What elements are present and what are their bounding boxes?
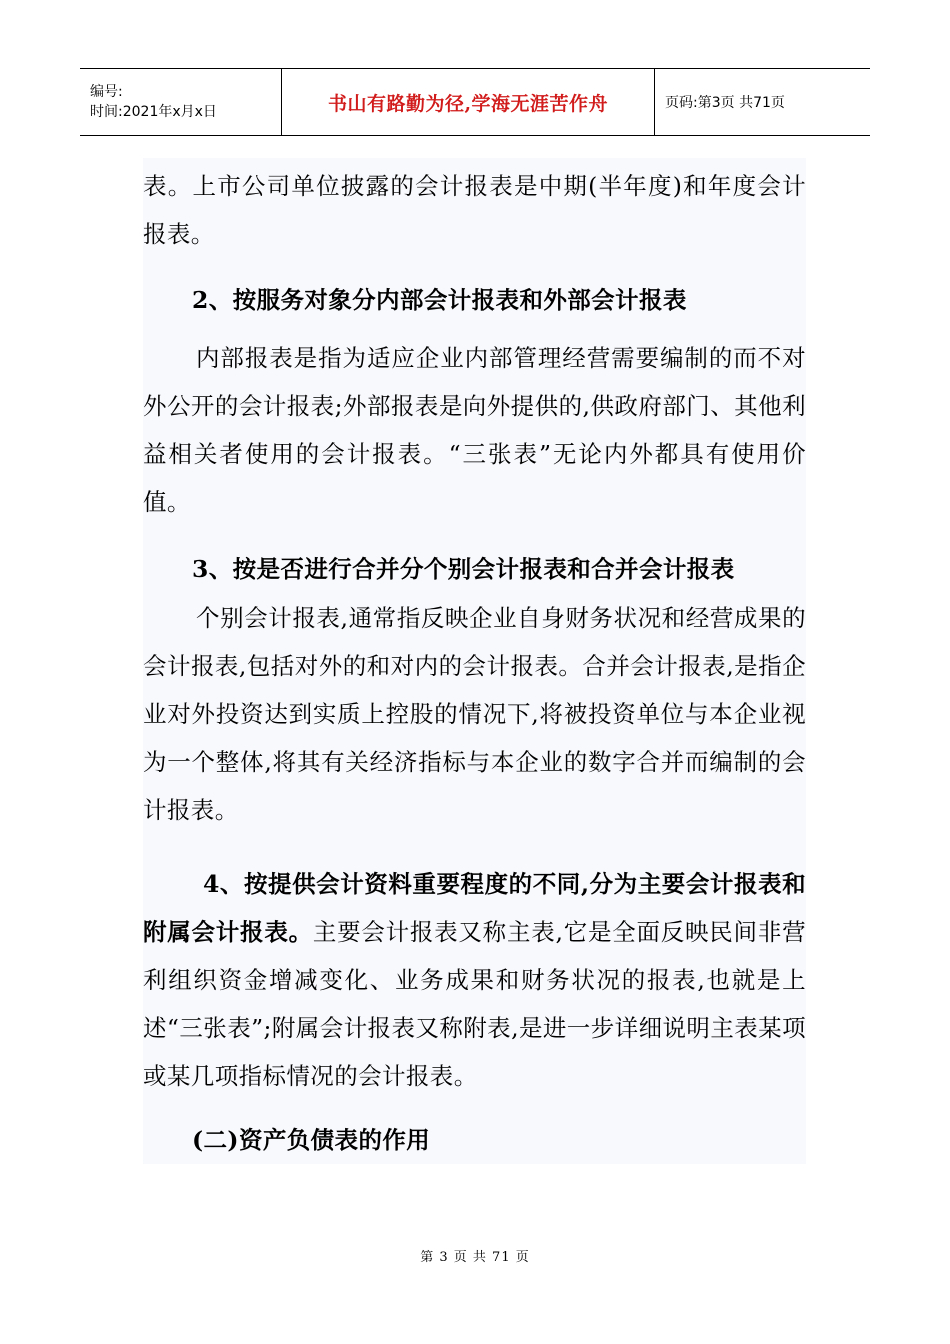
paragraph-main-attached — [143, 860, 806, 1100]
header-page-info — [655, 69, 870, 135]
motto-text: 书山有路勤为径,学海无涯苦作舟 — [327, 92, 609, 115]
section-heading-4: 4、按提供会计资料重要程度的不同,分为主要会计报表和附属会计报表。 — [143, 870, 806, 946]
header-meta — [80, 69, 282, 135]
section-heading-2: 2、按服务对象分内部会计报表和外部会计报表 — [192, 286, 687, 314]
paragraph-internal-external: 内部报表是指为适应企业内部管理经营需要编制的而不对外公开的会计报表;外部报表是向外提供的,供政府部门、其他利益相关者使用的会计报表。“三张表”无论内外都具有使用价值。 — [143, 344, 806, 516]
page-header — [80, 68, 870, 136]
document-number-label: 编号: — [90, 84, 123, 100]
document-body — [143, 158, 806, 1164]
section-heading-3: 3、按是否进行合并分个别会计报表和合并会计报表 — [192, 555, 735, 583]
page-info-text: 页码:第3页 共71页 — [665, 95, 785, 111]
paragraph-continuation: 表。上市公司单位披露的会计报表是中期(半年度)和年度会计报表。 — [143, 172, 806, 248]
footer-page-number: 第 3 页 共 71 页 — [420, 1250, 530, 1265]
header-motto — [282, 69, 655, 135]
paragraph-consolidated: 个别会计报表,通常指反映企业自身财务状况和经营成果的会计报表,包括对外的和对内的会计报表。合并会计报表,是指企业对外投资达到实质上控股的情况下,将被投资单位与本企业视为一个整体,将其有关经济指标与本企业的数字合并而编制的会计报表。 — [143, 604, 806, 824]
paragraph-main-attached-text: 主要会计报表又称主表,它是全面反映民间非营利组织资金增减变化、业务成果和财务状况的报表,也就是上述“三张表”;附属会计报表又称附表,是进一步详细说明主表某项或某几项指标情况的会计报表。 — [143, 918, 806, 1090]
section-heading-balance-sheet: (二)资产负债表的作用 — [192, 1126, 431, 1154]
page-footer — [0, 1246, 950, 1265]
document-date: 时间:2021年x月x日 — [90, 104, 217, 120]
